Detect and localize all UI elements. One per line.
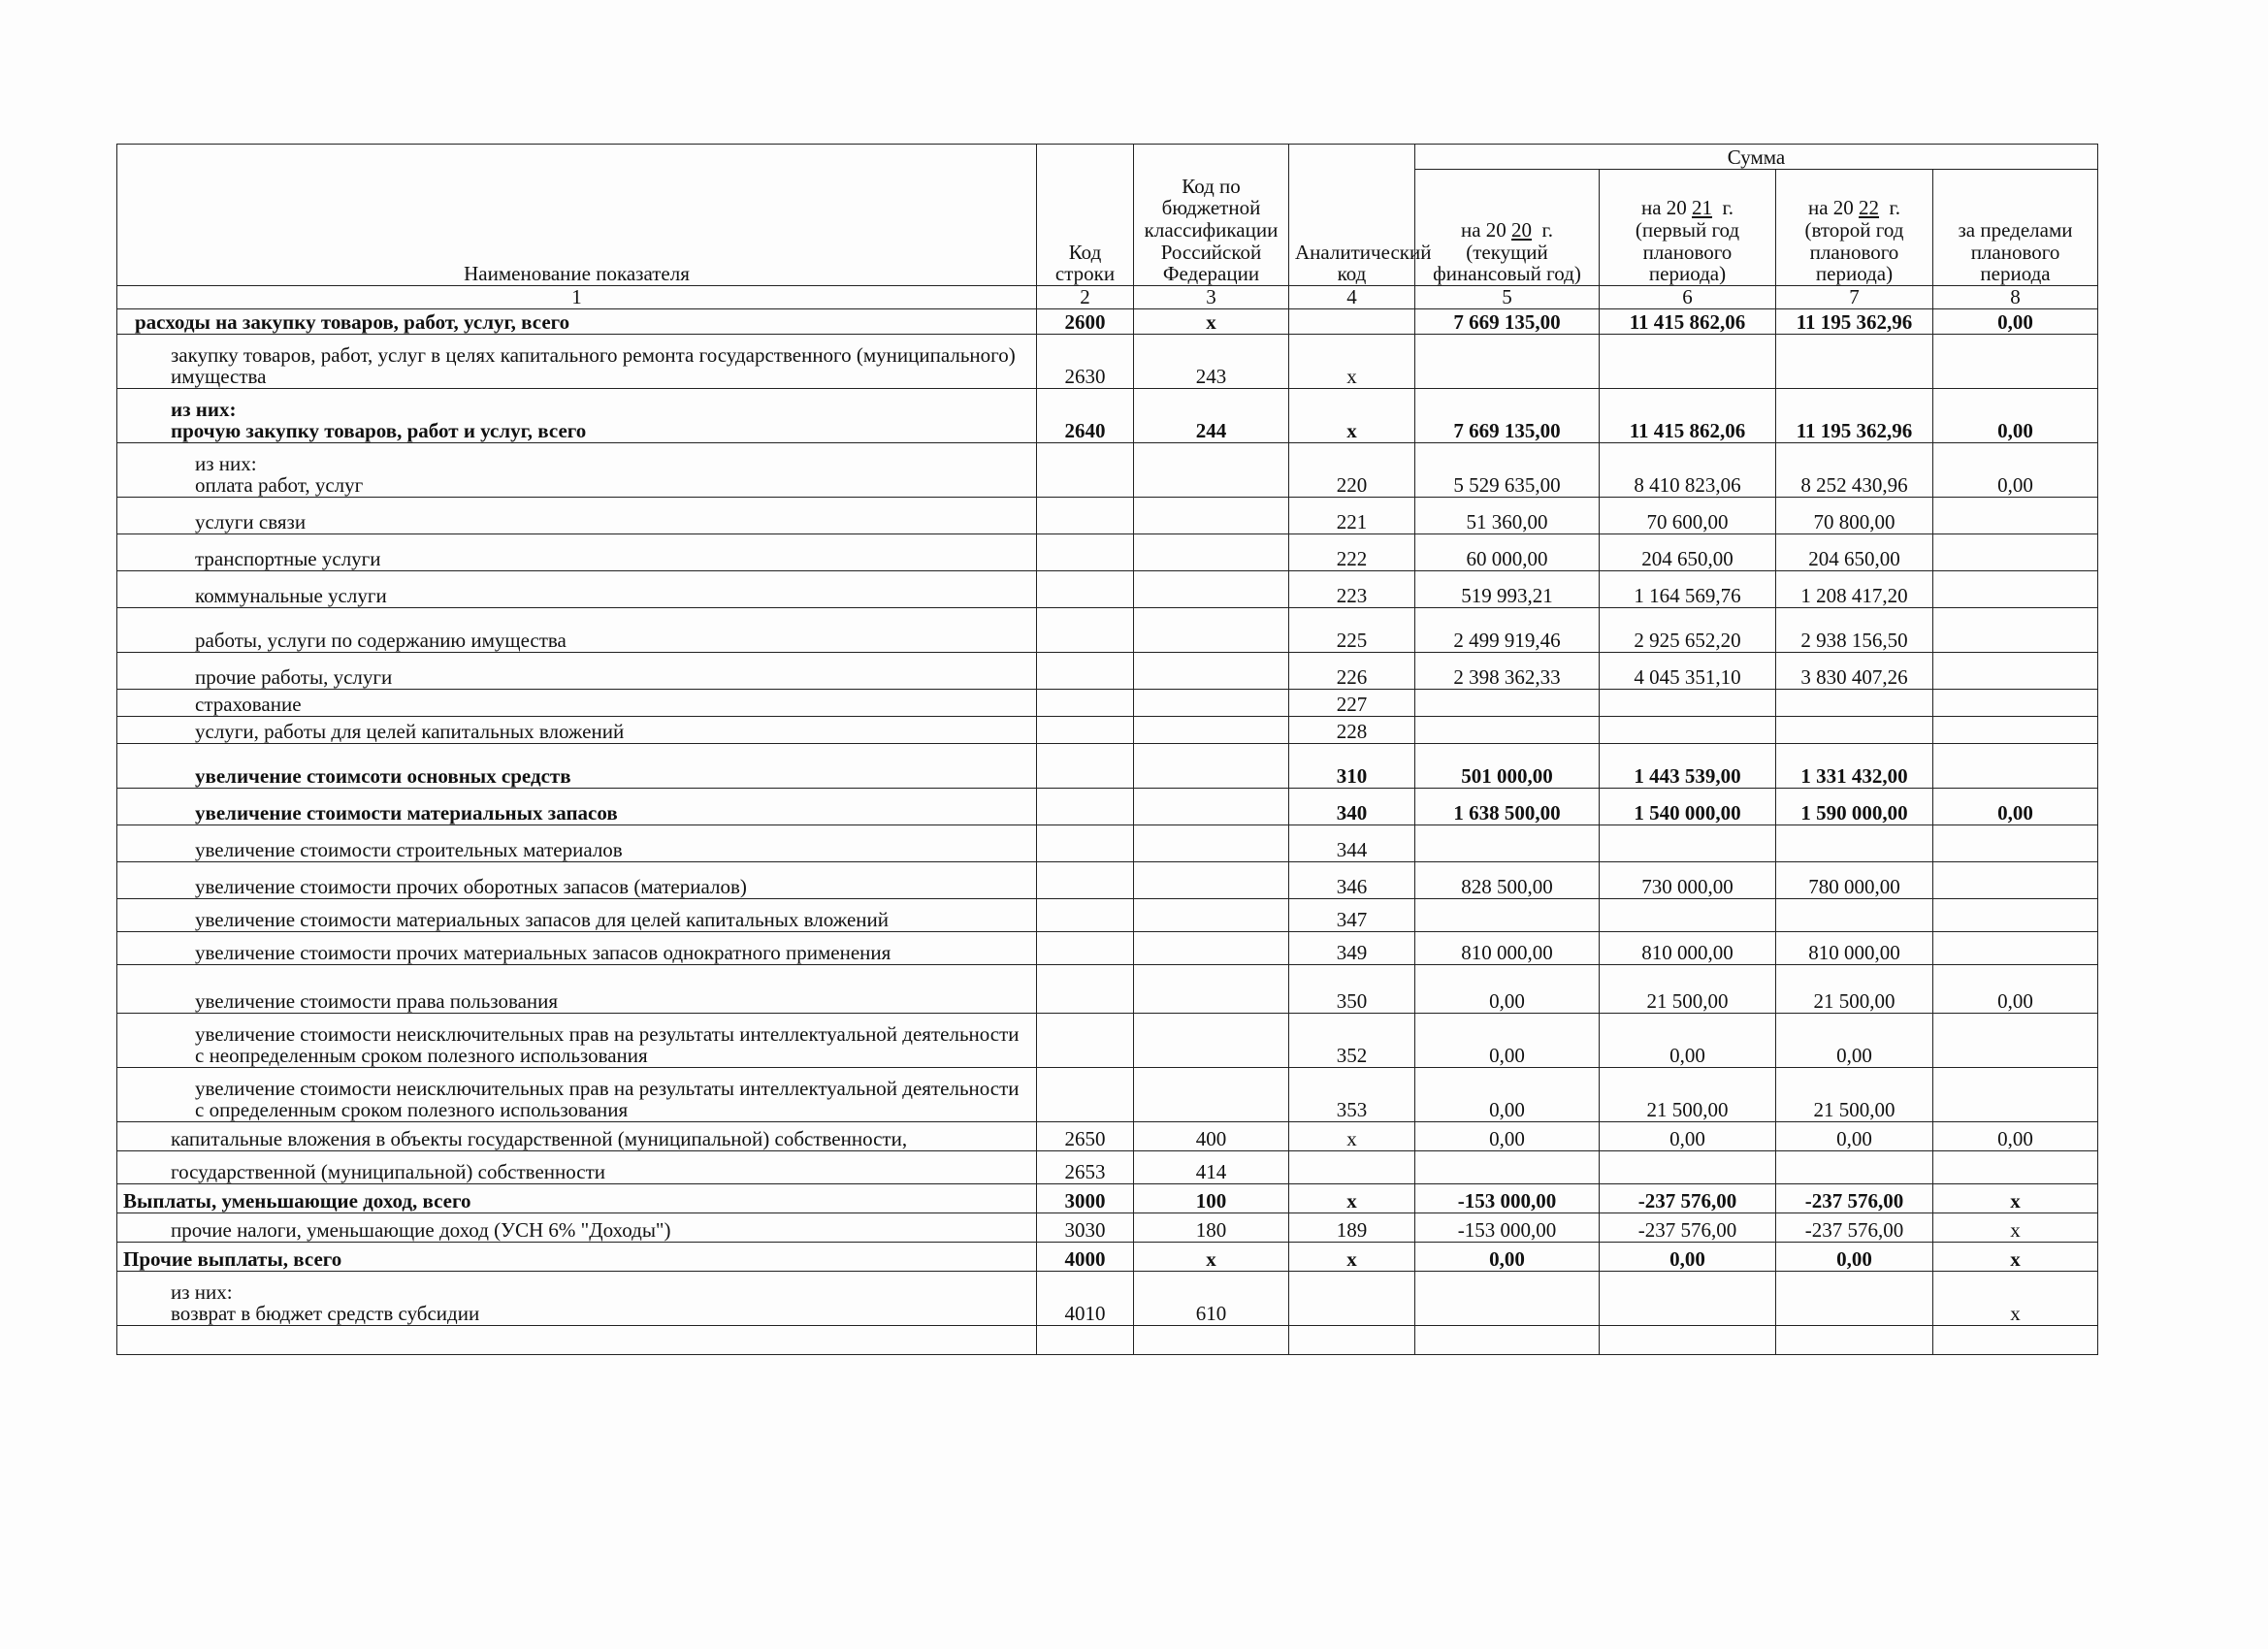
row-sum-2021: 730 000,00: [1600, 862, 1776, 899]
row-sum-2021: [1600, 1151, 1776, 1184]
row-sum-2020: [1415, 690, 1600, 717]
row-label: оплата работ, услуг: [195, 473, 364, 498]
table-row: [117, 690, 2098, 717]
row-code: [1037, 534, 1134, 571]
row-code: 2653: [1037, 1151, 1134, 1184]
row-sum-2021: 1 443 539,00: [1600, 744, 1776, 789]
row-name: [117, 717, 1037, 744]
row-name: [117, 1014, 1037, 1068]
row-sum-2021: [1600, 690, 1776, 717]
row-budget-code: [1134, 932, 1289, 965]
row-sum-2020: 7 669 135,00: [1415, 309, 1600, 335]
row-sum-2020: [1415, 1272, 1600, 1326]
row-sum-2021: [1600, 899, 1776, 932]
row-code: [1037, 443, 1134, 498]
table-row: [117, 653, 2098, 690]
year2-label: на 20 21 г.: [1640, 196, 1734, 220]
row-name: [117, 1326, 1037, 1355]
row-sum-beyond: [1933, 690, 2098, 717]
row-budget-code: 610: [1134, 1272, 1289, 1326]
row-sum-2022: [1776, 717, 1933, 744]
row-sum-beyond: [1933, 932, 2098, 965]
row-sum-2021: -237 576,00: [1600, 1184, 1776, 1213]
row-analytic-code: 344: [1289, 825, 1415, 862]
row-sum-beyond: [1933, 1068, 2098, 1122]
row-code: [1037, 608, 1134, 653]
row-sum-beyond: [1933, 717, 2098, 744]
year2-note: (первый год планового периода): [1635, 217, 1740, 286]
col-number: 5: [1415, 286, 1600, 309]
row-code: [1037, 498, 1134, 534]
row-name: [117, 899, 1037, 932]
row-label: увеличение стоимости неисключительных прав на результаты интеллектуальной деятельности с неопределенным сроком полезного использования: [195, 1021, 1020, 1068]
row-name: [117, 608, 1037, 653]
row-label: Прочие выплаты, всего: [123, 1247, 342, 1272]
row-sum-2020: 5 529 635,00: [1415, 443, 1600, 498]
row-analytic-code: 310: [1289, 744, 1415, 789]
row-analytic-code: 227: [1289, 690, 1415, 717]
table-row: [117, 1122, 2098, 1151]
col-number: 2: [1037, 286, 1134, 309]
header-sum: Сумма: [1415, 145, 2098, 170]
header-budget-code: Код по бюджетной классификации Российской Федерации: [1134, 145, 1289, 286]
table-row: [117, 534, 2098, 571]
table-row: [117, 608, 2098, 653]
row-sum-beyond: х: [1933, 1184, 2098, 1213]
row-code: 2630: [1037, 335, 1134, 389]
row-budget-code: 400: [1134, 1122, 1289, 1151]
row-budget-code: [1134, 1014, 1289, 1068]
row-sum-2022: [1776, 1151, 1933, 1184]
row-label: увеличение стоимсоти основных средств: [195, 764, 571, 789]
row-analytic-code: 223: [1289, 571, 1415, 608]
row-label: увеличение стоимости прочих материальных запасов однократного применения: [195, 941, 891, 965]
row-analytic-code: [1289, 1272, 1415, 1326]
row-sum-2020: 0,00: [1415, 1122, 1600, 1151]
row-sum-2022: 3 830 407,26: [1776, 653, 1933, 690]
row-sum-2022: 204 650,00: [1776, 534, 1933, 571]
row-analytic-code: [1289, 309, 1415, 335]
row-code: [1037, 932, 1134, 965]
row-sum-beyond: [1933, 335, 2098, 389]
row-sum-2022: -237 576,00: [1776, 1213, 1933, 1243]
table-row: [117, 1151, 2098, 1184]
row-budget-code: [1134, 498, 1289, 534]
row-code: [1037, 1014, 1134, 1068]
row-analytic-code: 221: [1289, 498, 1415, 534]
row-sum-beyond: [1933, 571, 2098, 608]
row-name: [117, 1068, 1037, 1122]
row-sum-2022: 2 938 156,50: [1776, 608, 1933, 653]
row-name: [117, 744, 1037, 789]
row-code: [1037, 653, 1134, 690]
row-budget-code: [1134, 443, 1289, 498]
row-sum-2022: 0,00: [1776, 1014, 1933, 1068]
row-code: [1037, 690, 1134, 717]
row-name: [117, 1122, 1037, 1151]
row-label: услуги, работы для целей капитальных вложений: [195, 720, 625, 744]
header-code: Код строки: [1037, 145, 1134, 286]
row-code: 2640: [1037, 389, 1134, 443]
row-sum-2020: [1415, 825, 1600, 862]
row-sum-beyond: [1933, 744, 2098, 789]
row-sum-beyond: х: [1933, 1213, 2098, 1243]
row-label: транспортные услуги: [195, 547, 381, 571]
row-code: [1037, 965, 1134, 1014]
row-sum-2020: 810 000,00: [1415, 932, 1600, 965]
row-sum-2021: 21 500,00: [1600, 1068, 1776, 1122]
financial-plan-table: [116, 144, 2098, 1355]
row-analytic-code: 350: [1289, 965, 1415, 1014]
row-sum-2020: 0,00: [1415, 1068, 1600, 1122]
row-label: увеличение стоимости права пользования: [195, 989, 559, 1014]
row-sum-2021: [1600, 335, 1776, 389]
table-row: [117, 1326, 2098, 1355]
table-row: [117, 932, 2098, 965]
row-sum-2021: [1600, 1272, 1776, 1326]
row-code: [1037, 899, 1134, 932]
row-name: [117, 1272, 1037, 1326]
row-budget-code: [1134, 717, 1289, 744]
row-name: [117, 690, 1037, 717]
row-analytic-code: 225: [1289, 608, 1415, 653]
row-sum-beyond: [1933, 534, 2098, 571]
row-analytic-code: х: [1289, 335, 1415, 389]
row-sum-2021: 21 500,00: [1600, 965, 1776, 1014]
row-sum-2020: 7 669 135,00: [1415, 389, 1600, 443]
row-sum-2022: [1776, 825, 1933, 862]
row-sum-2022: 11 195 362,96: [1776, 389, 1933, 443]
row-sum-beyond: [1933, 608, 2098, 653]
row-name: [117, 443, 1037, 498]
row-sum-2020: [1415, 717, 1600, 744]
row-analytic-code: 346: [1289, 862, 1415, 899]
col-number: 8: [1933, 286, 2098, 309]
row-name: [117, 335, 1037, 389]
row-budget-code: [1134, 653, 1289, 690]
row-sum-2022: 1 590 000,00: [1776, 789, 1933, 825]
row-sum-beyond: х: [1933, 1272, 2098, 1326]
row-sum-2020: 1 638 500,00: [1415, 789, 1600, 825]
table-row: [117, 717, 2098, 744]
row-sum-2020: [1415, 335, 1600, 389]
row-label: увеличение стоимости строительных материалов: [195, 838, 623, 862]
row-sum-2022: [1776, 899, 1933, 932]
row-sum-2020: 519 993,21: [1415, 571, 1600, 608]
row-sum-2022: 11 195 362,96: [1776, 309, 1933, 335]
row-name: [117, 571, 1037, 608]
table-row: [117, 1213, 2098, 1243]
header-name: Наименование показателя: [117, 145, 1037, 286]
table-row: [117, 899, 2098, 932]
row-budget-code: [1134, 825, 1289, 862]
header-year-2: [1600, 170, 1776, 286]
table-row: [117, 1272, 2098, 1326]
row-sum-2021: 1 164 569,76: [1600, 571, 1776, 608]
row-sum-beyond: [1933, 1151, 2098, 1184]
row-sum-beyond: 0,00: [1933, 789, 2098, 825]
row-code: 4000: [1037, 1243, 1134, 1272]
row-name: [117, 653, 1037, 690]
table-row: [117, 1184, 2098, 1213]
row-name: [117, 1243, 1037, 1272]
row-code: [1037, 862, 1134, 899]
row-sum-2020: [1415, 899, 1600, 932]
row-sum-beyond: 0,00: [1933, 1122, 2098, 1151]
row-sum-2020: [1415, 1151, 1600, 1184]
row-code: 4010: [1037, 1272, 1134, 1326]
row-sum-2020: 2 499 919,46: [1415, 608, 1600, 653]
row-label: коммунальные услуги: [195, 584, 387, 608]
header-analytic: Аналитический код: [1289, 145, 1415, 286]
row-code: [1037, 744, 1134, 789]
row-code: [1037, 1326, 1134, 1355]
row-sum-2020: -153 000,00: [1415, 1213, 1600, 1243]
row-sum-2022: [1776, 335, 1933, 389]
row-analytic-code: 226: [1289, 653, 1415, 690]
row-name: [117, 389, 1037, 443]
year3-label: на 20 22 г.: [1807, 196, 1901, 220]
row-sum-2021: 4 045 351,10: [1600, 653, 1776, 690]
row-sum-2021: 810 000,00: [1600, 932, 1776, 965]
row-code: [1037, 1068, 1134, 1122]
row-name: [117, 862, 1037, 899]
header-year-3: [1776, 170, 1933, 286]
col-number: 6: [1600, 286, 1776, 309]
row-label: закупку товаров, работ, услуг в целях капитального ремонта государственного (муниципального) имущества: [171, 342, 1016, 389]
row-name: [117, 309, 1037, 335]
row-analytic-code: 352: [1289, 1014, 1415, 1068]
row-sum-beyond: 0,00: [1933, 965, 2098, 1014]
col-number: 7: [1776, 286, 1933, 309]
row-sum-2022: 1 208 417,20: [1776, 571, 1933, 608]
year1-note: (текущий финансовый год): [1433, 240, 1581, 286]
row-name: [117, 498, 1037, 534]
row-label: расходы на закупку товаров, работ, услуг, всего: [135, 310, 570, 335]
row-name: [117, 789, 1037, 825]
row-code: [1037, 717, 1134, 744]
table-row: [117, 309, 2098, 335]
row-sum-2020: 51 360,00: [1415, 498, 1600, 534]
table-row: [117, 1068, 2098, 1122]
row-sum-2022: 0,00: [1776, 1243, 1933, 1272]
row-budget-code: 100: [1134, 1184, 1289, 1213]
row-code: [1037, 825, 1134, 862]
row-sum-beyond: 0,00: [1933, 443, 2098, 498]
row-budget-code: х: [1134, 309, 1289, 335]
row-sum-beyond: [1933, 899, 2098, 932]
row-label: страхование: [195, 693, 302, 717]
row-sum-2021: 0,00: [1600, 1243, 1776, 1272]
row-budget-code: 243: [1134, 335, 1289, 389]
row-sum-2022: 780 000,00: [1776, 862, 1933, 899]
row-budget-code: 180: [1134, 1213, 1289, 1243]
col-number: 1: [117, 286, 1037, 309]
row-sum-2022: -237 576,00: [1776, 1184, 1933, 1213]
row-analytic-code: 347: [1289, 899, 1415, 932]
row-name: [117, 965, 1037, 1014]
row-sum-2022: 810 000,00: [1776, 932, 1933, 965]
table-row: [117, 1014, 2098, 1068]
row-analytic-code: х: [1289, 1243, 1415, 1272]
header-beyond: за пределами планового периода: [1933, 170, 2098, 286]
row-label: государственной (муниципальной) собственности: [171, 1160, 606, 1184]
row-sum-2020: 0,00: [1415, 1014, 1600, 1068]
row-analytic-code: х: [1289, 389, 1415, 443]
table-row: [117, 389, 2098, 443]
row-budget-code: [1134, 571, 1289, 608]
table-row: [117, 498, 2098, 534]
row-budget-code: [1134, 690, 1289, 717]
row-sum-2020: 60 000,00: [1415, 534, 1600, 571]
row-sum-2022: 0,00: [1776, 1122, 1933, 1151]
row-label: увеличение стоимости прочих оборотных запасов (материалов): [195, 875, 747, 899]
row-sum-2020: 0,00: [1415, 1243, 1600, 1272]
row-sum-2020: 0,00: [1415, 965, 1600, 1014]
row-budget-code: 414: [1134, 1151, 1289, 1184]
row-budget-code: [1134, 899, 1289, 932]
row-sum-2021: 11 415 862,06: [1600, 389, 1776, 443]
row-label: капитальные вложения в объекты государственной (муниципальной) собственности,: [171, 1127, 908, 1151]
col-number: 4: [1289, 286, 1415, 309]
row-label: увеличение стоимости материальных запасов для целей капитальных вложений: [195, 908, 890, 932]
row-analytic-code: 220: [1289, 443, 1415, 498]
row-analytic-code: 353: [1289, 1068, 1415, 1122]
row-sum-2021: [1600, 717, 1776, 744]
row-sum-beyond: 0,00: [1933, 389, 2098, 443]
row-sum-2020: 501 000,00: [1415, 744, 1600, 789]
row-name: [117, 932, 1037, 965]
row-budget-code: [1134, 862, 1289, 899]
row-analytic-code: [1289, 1326, 1415, 1355]
row-code: 2600: [1037, 309, 1134, 335]
row-sum-2022: [1776, 1326, 1933, 1355]
row-sum-2022: 21 500,00: [1776, 1068, 1933, 1122]
table-row: [117, 862, 2098, 899]
row-sum-2021: 1 540 000,00: [1600, 789, 1776, 825]
row-sum-2021: 204 650,00: [1600, 534, 1776, 571]
row-sum-2021: 8 410 823,06: [1600, 443, 1776, 498]
row-code: 3000: [1037, 1184, 1134, 1213]
row-sum-2021: 2 925 652,20: [1600, 608, 1776, 653]
row-analytic-code: 189: [1289, 1213, 1415, 1243]
table-row: [117, 571, 2098, 608]
row-sum-2020: 828 500,00: [1415, 862, 1600, 899]
row-name: [117, 1184, 1037, 1213]
table-row: [117, 443, 2098, 498]
row-budget-code: [1134, 744, 1289, 789]
row-prefix: из них:: [171, 1279, 233, 1304]
row-analytic-code: х: [1289, 1122, 1415, 1151]
table-row: [117, 335, 2098, 389]
row-sum-beyond: 0,00: [1933, 309, 2098, 335]
row-sum-2021: [1600, 825, 1776, 862]
row-label: услуги связи: [195, 510, 307, 534]
row-name: [117, 1151, 1037, 1184]
row-sum-beyond: [1933, 498, 2098, 534]
row-sum-2022: 1 331 432,00: [1776, 744, 1933, 789]
header-year-1: [1415, 170, 1600, 286]
row-label: прочие работы, услуги: [195, 665, 393, 690]
row-code: 3030: [1037, 1213, 1134, 1243]
table-row: [117, 965, 2098, 1014]
row-analytic-code: 222: [1289, 534, 1415, 571]
row-label: прочую закупку товаров, работ и услуг, всего: [171, 419, 587, 443]
table-row: [117, 1243, 2098, 1272]
row-label: работы, услуги по содержанию имущества: [195, 629, 567, 653]
row-sum-2022: 21 500,00: [1776, 965, 1933, 1014]
row-budget-code: [1134, 608, 1289, 653]
row-code: 2650: [1037, 1122, 1134, 1151]
row-sum-2021: 0,00: [1600, 1014, 1776, 1068]
year1-label: на 20 20 г.: [1460, 217, 1554, 242]
row-budget-code: [1134, 965, 1289, 1014]
row-budget-code: [1134, 789, 1289, 825]
row-sum-beyond: [1933, 862, 2098, 899]
row-sum-2021: 0,00: [1600, 1122, 1776, 1151]
row-budget-code: [1134, 1326, 1289, 1355]
row-budget-code: [1134, 534, 1289, 571]
row-name: [117, 534, 1037, 571]
row-code: [1037, 571, 1134, 608]
row-label: увеличение стоимости материальных запасов: [195, 801, 618, 825]
row-sum-2022: [1776, 1272, 1933, 1326]
row-prefix: из них:: [171, 397, 237, 421]
row-sum-beyond: [1933, 825, 2098, 862]
row-analytic-code: [1289, 1151, 1415, 1184]
year3-note: (второй год планового периода): [1804, 217, 1904, 286]
row-budget-code: [1134, 1068, 1289, 1122]
table-row: [117, 825, 2098, 862]
row-label: Выплаты, уменьшающие доход, всего: [123, 1189, 471, 1213]
row-sum-2020: -153 000,00: [1415, 1184, 1600, 1213]
row-analytic-code: х: [1289, 1184, 1415, 1213]
row-sum-2020: [1415, 1326, 1600, 1355]
row-label: увеличение стоимости неисключительных прав на результаты интеллектуальной деятельности с определенным сроком полезного использования: [195, 1076, 1020, 1122]
row-sum-2022: [1776, 690, 1933, 717]
row-budget-code: 244: [1134, 389, 1289, 443]
row-code: [1037, 789, 1134, 825]
row-analytic-code: 228: [1289, 717, 1415, 744]
row-label: возврат в бюджет средств субсидии: [171, 1302, 480, 1326]
row-sum-2021: [1600, 1326, 1776, 1355]
row-budget-code: х: [1134, 1243, 1289, 1272]
row-sum-2021: 11 415 862,06: [1600, 309, 1776, 335]
table-row: [117, 789, 2098, 825]
row-sum-beyond: х: [1933, 1243, 2098, 1272]
row-sum-2021: -237 576,00: [1600, 1213, 1776, 1243]
row-sum-beyond: [1933, 653, 2098, 690]
row-label: прочие налоги, уменьшающие доход (УСН 6% "Доходы"): [171, 1218, 671, 1243]
row-sum-2022: 8 252 430,96: [1776, 443, 1933, 498]
row-sum-2021: 70 600,00: [1600, 498, 1776, 534]
row-sum-beyond: [1933, 1014, 2098, 1068]
table-row: [117, 744, 2098, 789]
row-sum-2020: 2 398 362,33: [1415, 653, 1600, 690]
row-sum-beyond: [1933, 1326, 2098, 1355]
row-name: [117, 1213, 1037, 1243]
row-name: [117, 825, 1037, 862]
row-sum-2022: 70 800,00: [1776, 498, 1933, 534]
row-prefix: из них:: [195, 451, 257, 475]
row-analytic-code: 340: [1289, 789, 1415, 825]
col-number: 3: [1134, 286, 1289, 309]
row-analytic-code: 349: [1289, 932, 1415, 965]
